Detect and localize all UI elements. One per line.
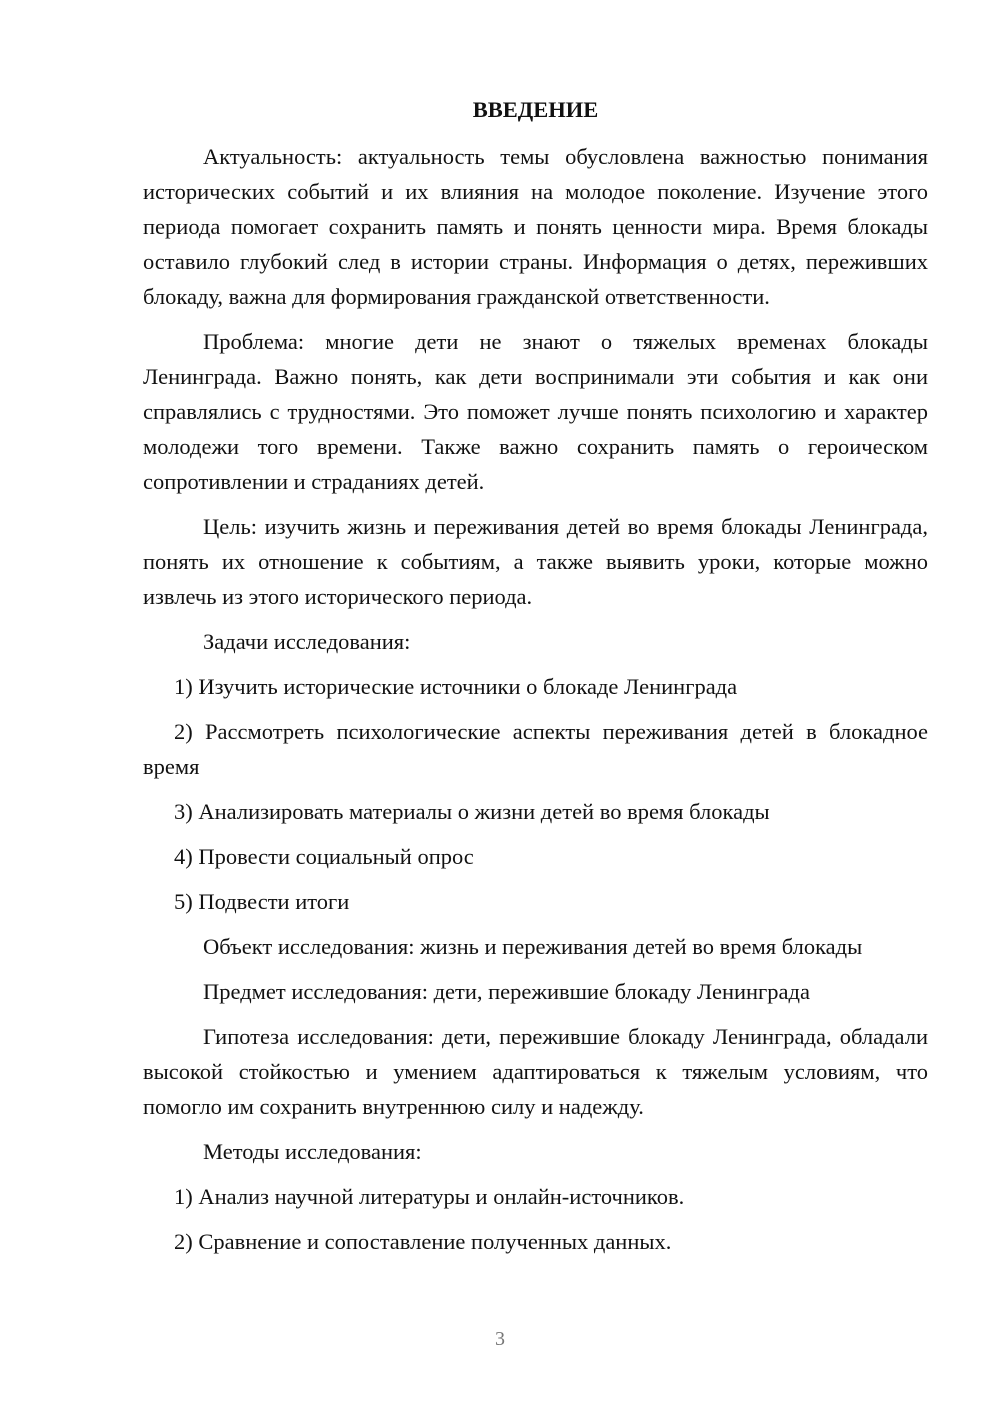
method-item: 2) Сравнение и сопоставление полученных данных. — [174, 1229, 672, 1254]
task-item: 2) Рассмотреть психологические аспекты переживания детей в блокадное время — [143, 719, 928, 779]
task-item: 5) Подвести итоги — [174, 889, 350, 914]
goal-paragraph: Цель: изучить жизнь и переживания детей во время блокады Ленинграда, понять их отношение к событиям, а также выявить уроки, которые можно извлечь из этого исторического периода. — [143, 514, 928, 609]
task-item: 1) Изучить исторические источники о блокаде Ленинграда — [174, 674, 738, 699]
methods-heading: Методы исследования: — [203, 1139, 422, 1164]
method-item: 1) Анализ научной литературы и онлайн-источников. — [174, 1184, 685, 1209]
page-content — [143, 95, 928, 1269]
problem-paragraph: Проблема: многие дети не знают о тяжелых временах блокады Ленинграда. Важно понять, как дети воспринимали эти события и как они справлялись с трудностями. Это поможет лучше понять психологию и характер молодежи того времени. Также важно сохранить память о героическом сопротивлении и страданиях детей. — [143, 329, 928, 494]
task-item: 3) Анализировать материалы о жизни детей во время блокады — [174, 799, 770, 824]
task-item: 4) Провести социальный опрос — [174, 844, 474, 869]
page-number: 3 — [495, 1328, 505, 1350]
relevance-paragraph: Актуальность: актуальность темы обусловлена важностью понимания исторических событий и их влияния на молодое поколение. Изучение этого периода помогает сохранить память и понять ценности мира. Время блокады оставило глубокий след в истории страны. Информация о детях, переживших блокаду, важна для формирования гражданской ответственности. — [143, 144, 928, 309]
subject-line: Предмет исследования: дети, пережившие блокаду Ленинграда — [203, 979, 810, 1004]
page-title: ВВЕДЕНИЕ — [472, 97, 599, 122]
object-line: Объект исследования: жизнь и переживания детей во время блокады — [203, 934, 863, 959]
tasks-heading: Задачи исследования: — [203, 629, 411, 654]
hypothesis-paragraph: Гипотеза исследования: дети, пережившие блокаду Ленинграда, обладали высокой стойкостью и умением адаптироваться к тяжелым условиям, что помогло им сохранить внутреннюю силу и надежду. — [143, 1024, 928, 1119]
